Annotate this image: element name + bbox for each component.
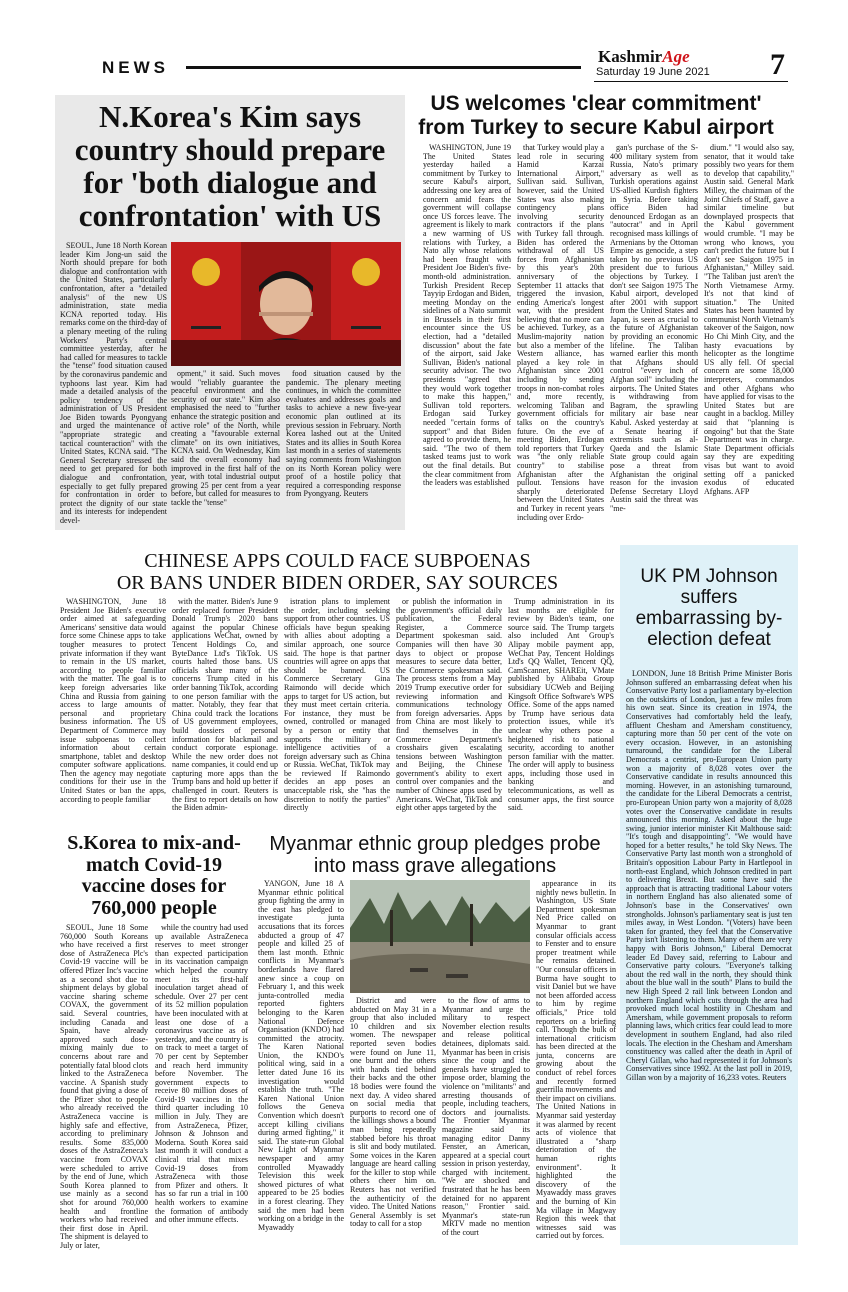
skorea-col-2 [155,924,248,1242]
johnson-text: LONDON, June 18 British Prime Minister Boris Johnson suffered an embarrassing defeat when his Conservative Party lost a parliamentary by-election on the outskirts of London, just a few miles from his own seat. Since its creation in 1974, the Conservatives had comfortably held the leafy, affluent Chesham and Amersham constituency, capturing more than 50 per cent of the vote on every occasion. However, in an astonishing turnaround, the candidate for the Liberal Democrats a centrist, pro-European Union party won a majority of 8,028 votes over the Conservative candidate in results announced this morning. However, in an astonishing turnaround, the candidate for the Liberal Democrats a centrist, pro-European Union party won a majority of 8,028 votes over the Conservative candidate in results announced this morning. Asked about the huge swing, junior interior minister Kit Malthouse said: "It's tough and disappointing". "We would have hoped for a better results," he told Sky News. The Conservative Party last month won a stronghold of Britain's opposition Labour Party in Hartlepool in north-east England, which Johnson credited in part to delivering Brexit. But some have said the approach that is attracting traditional Labour voters in northern England has also alienated some of Johnson's base in the Conservatives' own strongholds. Johnson's parliamentary seat is just ten miles away, in West London. "(Voters) have been taken for granted, they feel that the Conservative Party isn't listening to them. Many of them are very happy with Boris Johnson," Liberal Democrat leader Ed Davey said, referring to Labour and Conservative party colours. "Everyone's talking about the red wall in the north, they should think about the blue wall in the south" Plans to build the new High Speed 2 rail link between London and northern England which cuts through the area had provoked much local hostility in Chesham and Amersham, while government proposals to reform planning laws, which critics fear could lead to more development in southern England, had also riled locals. The election in the Chesham and Amersham constituency was called after the death in April of Cheryl Gillan, who had represented it for Johnson's Conservatives since 1992. At the last poll in 2019, Gillan won by a majority of 16,233 votes. Reuters [626,669,792,1082]
masthead-underline [594,81,788,82]
skorea-col-1 [60,923,148,1250]
turkey-col-3 [610,144,698,532]
kim-col-2 [171,370,280,528]
issue-date: Saturday 19 June 2021 [596,66,710,78]
china-headline-line1: CHINESE APPS COULD FACE SUBPOENAS [144,550,531,572]
skorea-text-1: SEOUL, June 18 Some 760,000 South Koreans who have received a first dose of AstraZeneca Plc's Covid-19 vaccine will be offered Pfizer Inc's vaccine as a second shot due to shipment delays by global vaccine sharing scheme COVAX, the government said. Several countries, including Canada and Spain, have already approved such dose-mixing mainly due to concerns about rare and potentially fatal blood clots linked to the AstraZeneca vaccine. A Spanish study found that giving a dose of the Pfizer shot to people who already received the AstraZeneca vaccine is highly safe and effective, according to preliminary results. Some 835,000 doses of the AstraZeneca's vaccine from COVAX were scheduled to arrive by the end of June, which South Korea planned to use mainly as a second shot for around 760,000 health and frontline workers who had received their first dose in April. The shipment is delayed to July or later, [60,923,148,1250]
turkey-text-4: dium." "I would also say, senator, that it would take possibly two years for them to develop that capability," Austin said. General Mark Milley, the chairman of the Joint Chiefs of Staff, gave a similar timeline but downplayed prospects that the Kabul government would crumble. "I may be wrong who knows, you can't predict the future but I don't see Saigon 1975 in Afghanistan," Milley said. "The Taliban just aren't the North Vietnamese Army. It's not that kind of situation." The United States has been haunted by communist North Vietnam's takeover of the Saigon, now Ho Chi Minh City, and the hasty evacuations by helicopter as the longtime US ally fell. Of special concern are some 18,000 interpreters, commandos and other Afghans who have applied for visas to the United States but are caught in a backlog. Milley said that "planning is ongoing" but that the State Department was in charge. State Department officials say they are expediting visas but want to avoid setting off a panicked exodus of educated Afghans. AFP [704,143,794,496]
kim-portrait-illustration [171,242,401,366]
myanmar-text-2: District and were abducted on May 31 in a group that also included 10 children and six women. The newspaper reported seven bodies were found on June 11, one burnt and the others with hands tied behind their backs and the other 18 bodies were found the next day. A video shared on social media that purports to record one of the killings shows a bound man being repeatedly stabbed before his throat is slit and body mutilated. Some voices in the Karen language are heard calling for the killer to stop while others cheer him on. Reuters has not verified the authenticity of the video. The United Nations General Assembly is set today to call for a stop [350,996,436,1229]
forest-clearing-illustration [350,880,530,993]
turkey-col-4 [704,144,794,532]
myanmar-col-2 [350,997,436,1242]
turkey-col-2 [517,144,604,532]
skorea-headline: S.Korea to mix-and-match Covid-19 vaccine doses for 760,000 people [67,832,241,919]
kim-text-2: opment," it said. Such moves would "reliably guarantee the peaceful environment and the security of our state." Kim also emphasised the need to "further enhance the strategic position and active role" of the North, while creating a "favourable external climate" on its own initiatives, KCNA said. On Wednesday, Kim said the overall economy had improved in the first half of the year, with total industrial output growing 25 per cent from a year before, but called for measures to tackle the "tense" [171,369,280,507]
china-col-2 [172,598,278,820]
china-text-5: Trump administration in its last months are eligible for review by Biden's team, one source said. The Trump targets also included Ant Group's Alipay mobile payment app, WeChat Pay, Tencent Holdings Ltd's QQ Wallet, Tencent QQ, CamScanner, SHAREit, VMate published by Alibaba Group subsidiary UCWeb and Beijing Kingsoft Office Software's WPS Office. Some of the apps named by Trump have serious data protection issues, while it's unclear why others pose a heightened risk to national security, according to another person familiar with the matter. The order will apply to business apps, including those used in banking and telecommunications, as well as consumer apps, the first source said. [508,597,614,813]
myanmar-col-1 [258,880,344,1242]
johnson-body [626,670,792,1240]
myanmar-text-1: YANGON, June 18 A Myanmar ethnic political group fighting the army in the east has pledged to investigate junta accusations that its forces abducted a group of 47 people and killed 25 of them last month. Ethnic conflicts in Myanmar's borderlands have flared anew since a coup on February 1, and this week junta-controlled media reported fighters belonging to the Karen National Defence Organisation (KNDO) had committed the atrocity. The Karen National Union, the KNDO's political wing, said in a letter dated June 16 its investigation would establish the truth. "The Karen National Union follows the Geneva Convention which doesn't accept killing civilians during armed fighting," it said. The state-run Global New Light of Myanmar newspaper and army controlled Myawaddy Television this week showed pictures of what appeared to be 25 bodies in a forest clearing. They said the men had been working on a bridge in the Myawaddy [258,879,344,1232]
turkey-text-3: gan's purchase of the S-400 military system from Russia, Nato's primary adversary as well as Turkish operations against US-allied Kurdish fighters in Syria. Before taking office Biden had denounced Erdogan as an "autocrat" and in April recognised mass killings of Armenians by the Ottoman Empire as genocide, a step taken by no previous US president due to furious objections by Turkey. I don't see Saigon 1975 The Kabul airport, developed after 2001 with support from the United States and Japan, is seen as crucial to the future of Afghanistan by providing an economic lifeline. The Taliban warned earlier this month that Afghans should control "every inch of Afghan soil" including the airports. The United States is withdrawing from Bagram, the sprawling military air base near Kabul. Asked yesterday at a Senate hearing if extremists such as al-Qaeda and the Islamic State group could again pose a threat from Afghanistan the original reason for the invasion Defense Secretary Lloyd Austin said the threat was "me- [610,143,698,513]
paper-logo [598,48,690,65]
turkey-text-1: WASHINGTON, June 19 The United States yesterday hailed a commitment by Turkey to secure Kabul's airport, addressing one key area of concern amid fears the government will collapse once US forces leave. The agreement is likely to mark a new warming of US relations with Turkey, a Nato ally whose relations had been fraught with President Joe Biden's five-month-old administration. Turkish President Recep Tayyip Erdogan and Biden, meeting Monday on the sidelines of a Nato summit in Brussels in their first encounter since the US election, had a "detailed discussion" about the fate of the airport, said Jake Sullivan, Biden's national security advisor. The two presidents "agreed that they would work together to make this happen," Sullivan told reporters. Erdogan said Turkey needed "certain forms of support" and that Biden agreed to provide them, he said. "The two of them tasked teams just to work out the final details. But the clear commitment from the leaders was established [423,143,511,488]
kim-text-3: food situation caused by the pandemic. The plenary meeting continues, in which the committee evaluates and addresses goals and tasks to achieve a new five-year economic plan outlined at its previous session in February. North Korea lashed out at the United States and its allies in South Korea last month in a series of statements saying comments from Washington on its North Korean policy were proof of a hostile policy that required a corresponding response from Pyongyang. Reuters [286,369,401,499]
kim-photo [171,242,401,366]
paper-name-part2: Age [662,47,690,66]
turkey-headline: US welcomes 'clear commitment' from Turkey to secure Kabul airport [418,92,774,139]
china-col-3 [284,598,390,820]
page-number: 7 [770,48,785,81]
turkey-text-2: that Turkey would play a lead role in securing Hamid Karzai International Airport," Sullivan said. Sullivan, however, said the United States was also making contingency plans involving security contractors if the plans with Turkey fall through. Biden has ordered the withdrawal of all US forces from Afghanistan by this year's 20th anniversary of the September 11 attacks that triggered the invasion, ending America's longest war, with the president believing that no more can be achieved. Turkey, as a Muslim-majority nation but also a member of the Western alliance, has played a key role in Afghanistan since 2001 including by sending troops in non-combat roles and, more recently, welcoming Taliban and government officials for talks on the country's future. On the eve of meeting Biden, Erdogan told reporters that Turkey was "the only reliable country" to stabilise Afghanistan after the pullout. Tensions have sharply deteriorated between the United States and Turkey in recent years including over Erdo- [517,143,604,522]
kim-headline: N.Korea's Kim says country should prepare for 'both dialogue and confrontation' with US [74,99,386,233]
johnson-headline: UK PM Johnson suffers embarrassing by-election defeat [635,566,783,650]
skorea-text-2: while the country had used up available AstraZeneca reserves to meet stronger than expected participation in its vaccination campaign which helped the country meet its first-half inoculation target ahead of schedule. Over 27 per cent of its 52 million population have been inoculated with at least one dose of a coronavirus vaccine as of yesterday, and the country is on track to meet a target of 70 per cent by September and reach herd immunity before November. The government expects to receive 80 million doses of Covid-19 vaccines in the third quarter including 10 million in July. They are from AstraZeneca, Pfizer, Johnson & Johnson and Moderna. South Korea said last month it will conduct a clinical trial that mixes Covid-19 doses from AstraZeneca with those from Pfizer and others. It has so far run a trial in 100 health workers to examine the formation of antibody and other immune effects. [155,923,248,1225]
kim-col-3 [286,370,401,528]
myanmar-photo [350,880,530,993]
myanmar-headline: Myanmar ethnic group pledges probe into mass grave allegations [269,833,601,877]
masthead-rule [186,66,581,69]
china-col-1 [60,598,166,820]
myanmar-col-3 [442,997,530,1242]
myanmar-text-4: appearance in its nightly news bulletin. In Washington, US State Department spokesman Ned Price called on Myanmar to grant consular officials access to Fenster and to ensure proper treatment while he remains detained. "Our consular officers in Burma have sought to visit Daniel but we have not been afforded access to him by regime officials," Price told reporters on a briefing call. Though the bulk of international criticism has been directed at the junta, concerns are growing about the conduct of rebel forces and recently formed guerrilla movements and their impact on civilians. The United Nations in Myanmar said yesterday it was alarmed by recent acts of violence that illustrated a "sharp deterioration of the human rights environment". It highlighted the discovery of the Myawaddy mass graves and the burning of Kin Ma village in Magway Region this week that witnesses said was carried out by forces. [536,879,616,1241]
myanmar-text-3: to the flow of arms to Myanmar and urge the military to respect November election results and release political detainees, diplomats said. Myanmar has been in crisis since the coup and the generals have struggled to impose order, blaming the violence on "militants" and arresting thousands of people, including teachers, doctors and journalists. The Frontier Myanmar magazine said its managing editor Danny Fenster, an American, appeared at a special court session in prison yesterday, charged with incitement. "We are shocked and frustrated that he has been detained for no apparent reason," Frontier said. Myanmar's state-run MRTV made no mention of the court [442,996,530,1238]
kim-text-1: SEOUL, June 18 North Korean leader Kim Jong-un said the North should prepare for both dialogue and confrontation with the United States, particularly confrontation, after a "detailed analysis" of the new US administration, state media KCNA reported today. His remarks come on the third-day of a plenary meeting of the ruling Workers' Party's central committee yesterday, after he had called for measures to tackle the "tense" food situation caused by the coronavirus pandemic and typhoons last year. Kim had made a detailed analysis of the policy tendency of the administration of US President Joe Biden towards Pyongyang and urged the maintenance of "appropriate strategic and tactical counteraction" with the United States, KCNA said. "The General Secretary stressed the need to get prepared for both dialogue and confrontation, especially to get fully prepared for confrontation in order to protect the dignity of our state and its interests for independent devel- [60,241,167,525]
paper-name-part1: Kashmir [598,47,663,66]
myanmar-col-4 [536,880,616,1242]
china-col-5 [508,598,614,820]
section-label: NEWS [102,58,169,77]
china-text-2: with the matter. Biden's June 9 order replaced former President Donald Trump's 2020 bans against the popular Chinese applications WeChat, owned by Tencent Holdings Co, and ByteDance Ltd's TikTok. US courts halted those bans. US officials share many of the concerns Trump cited in his order banning TikTok, according to one person familiar with the matter. Notably, they fear that China could track the locations of US government employees, build dossiers of personal information for blackmail and conduct corporate espionage. While the new order does not name companies, it could end up capturing more apps than the Trump bans and hold up better if challenged in court. Reuters is the first to report details on how the Biden admin- [172,597,278,813]
china-text-1: WASHINGTON, June 18 President Joe Biden's executive order aimed at safeguarding Americans' sensitive data would force some Chinese apps to take tougher measures to protect private information if they want to remain in the US market, according to people familiar with the matter. The goal is to keep foreign adversaries like China and Russia from gaining access to large amounts of personal and proprietary business information. The US Department of Commerce may issue subpoenas to collect information about certain smartphone, tablet and desktop computer software applications. Then the agency may negotiate conditions for their use in the United States or ban the apps, according to people familiar [60,597,166,804]
china-col-4 [396,598,502,820]
china-headline-line2: OR BANS UNDER BIDEN ORDER, SAY SOURCES [116,572,559,594]
kim-col-1 [60,242,167,528]
china-text-4: or publish the information in the government's official daily publication, the Federal Register, a Commerce Department spokesman said. Companies will then have 30 days to object or propose measures to secure data better, the Commerce spokesman said. The process stems from a May 2019 Trump executive order for reviewing information and communications technology from foreign adversaries. Apps from China are most likely to find themselves in the Commerce Department's crosshairs given escalating tensions between Washington and Beijing, the Chinese government's ability to exert control over companies and the number of Chinese apps used by Americans. WeChat, TikTok and eight other apps targeted by the [396,597,502,813]
turkey-col-1 [423,144,511,532]
china-text-3: istration plans to implement the order, including seeking support from other countries. US officials have begun speaking with allies about adopting a similar approach, one source said. The hope is that partner countries will agree on apps that should be banned. US Commerce Secretary Gina Raimondo will decide which apps to target for US action, but they must meet certain criteria. For instance, they must be owned, controlled or managed by a person or entity that supports the military or intelligence activities of a foreign adversary such as China or Russia. WeChat, TikTok may be reviewed If Raimondo decides an app poses an unacceptable risk, she "has the discretion to notify the parties" directly [284,597,390,813]
